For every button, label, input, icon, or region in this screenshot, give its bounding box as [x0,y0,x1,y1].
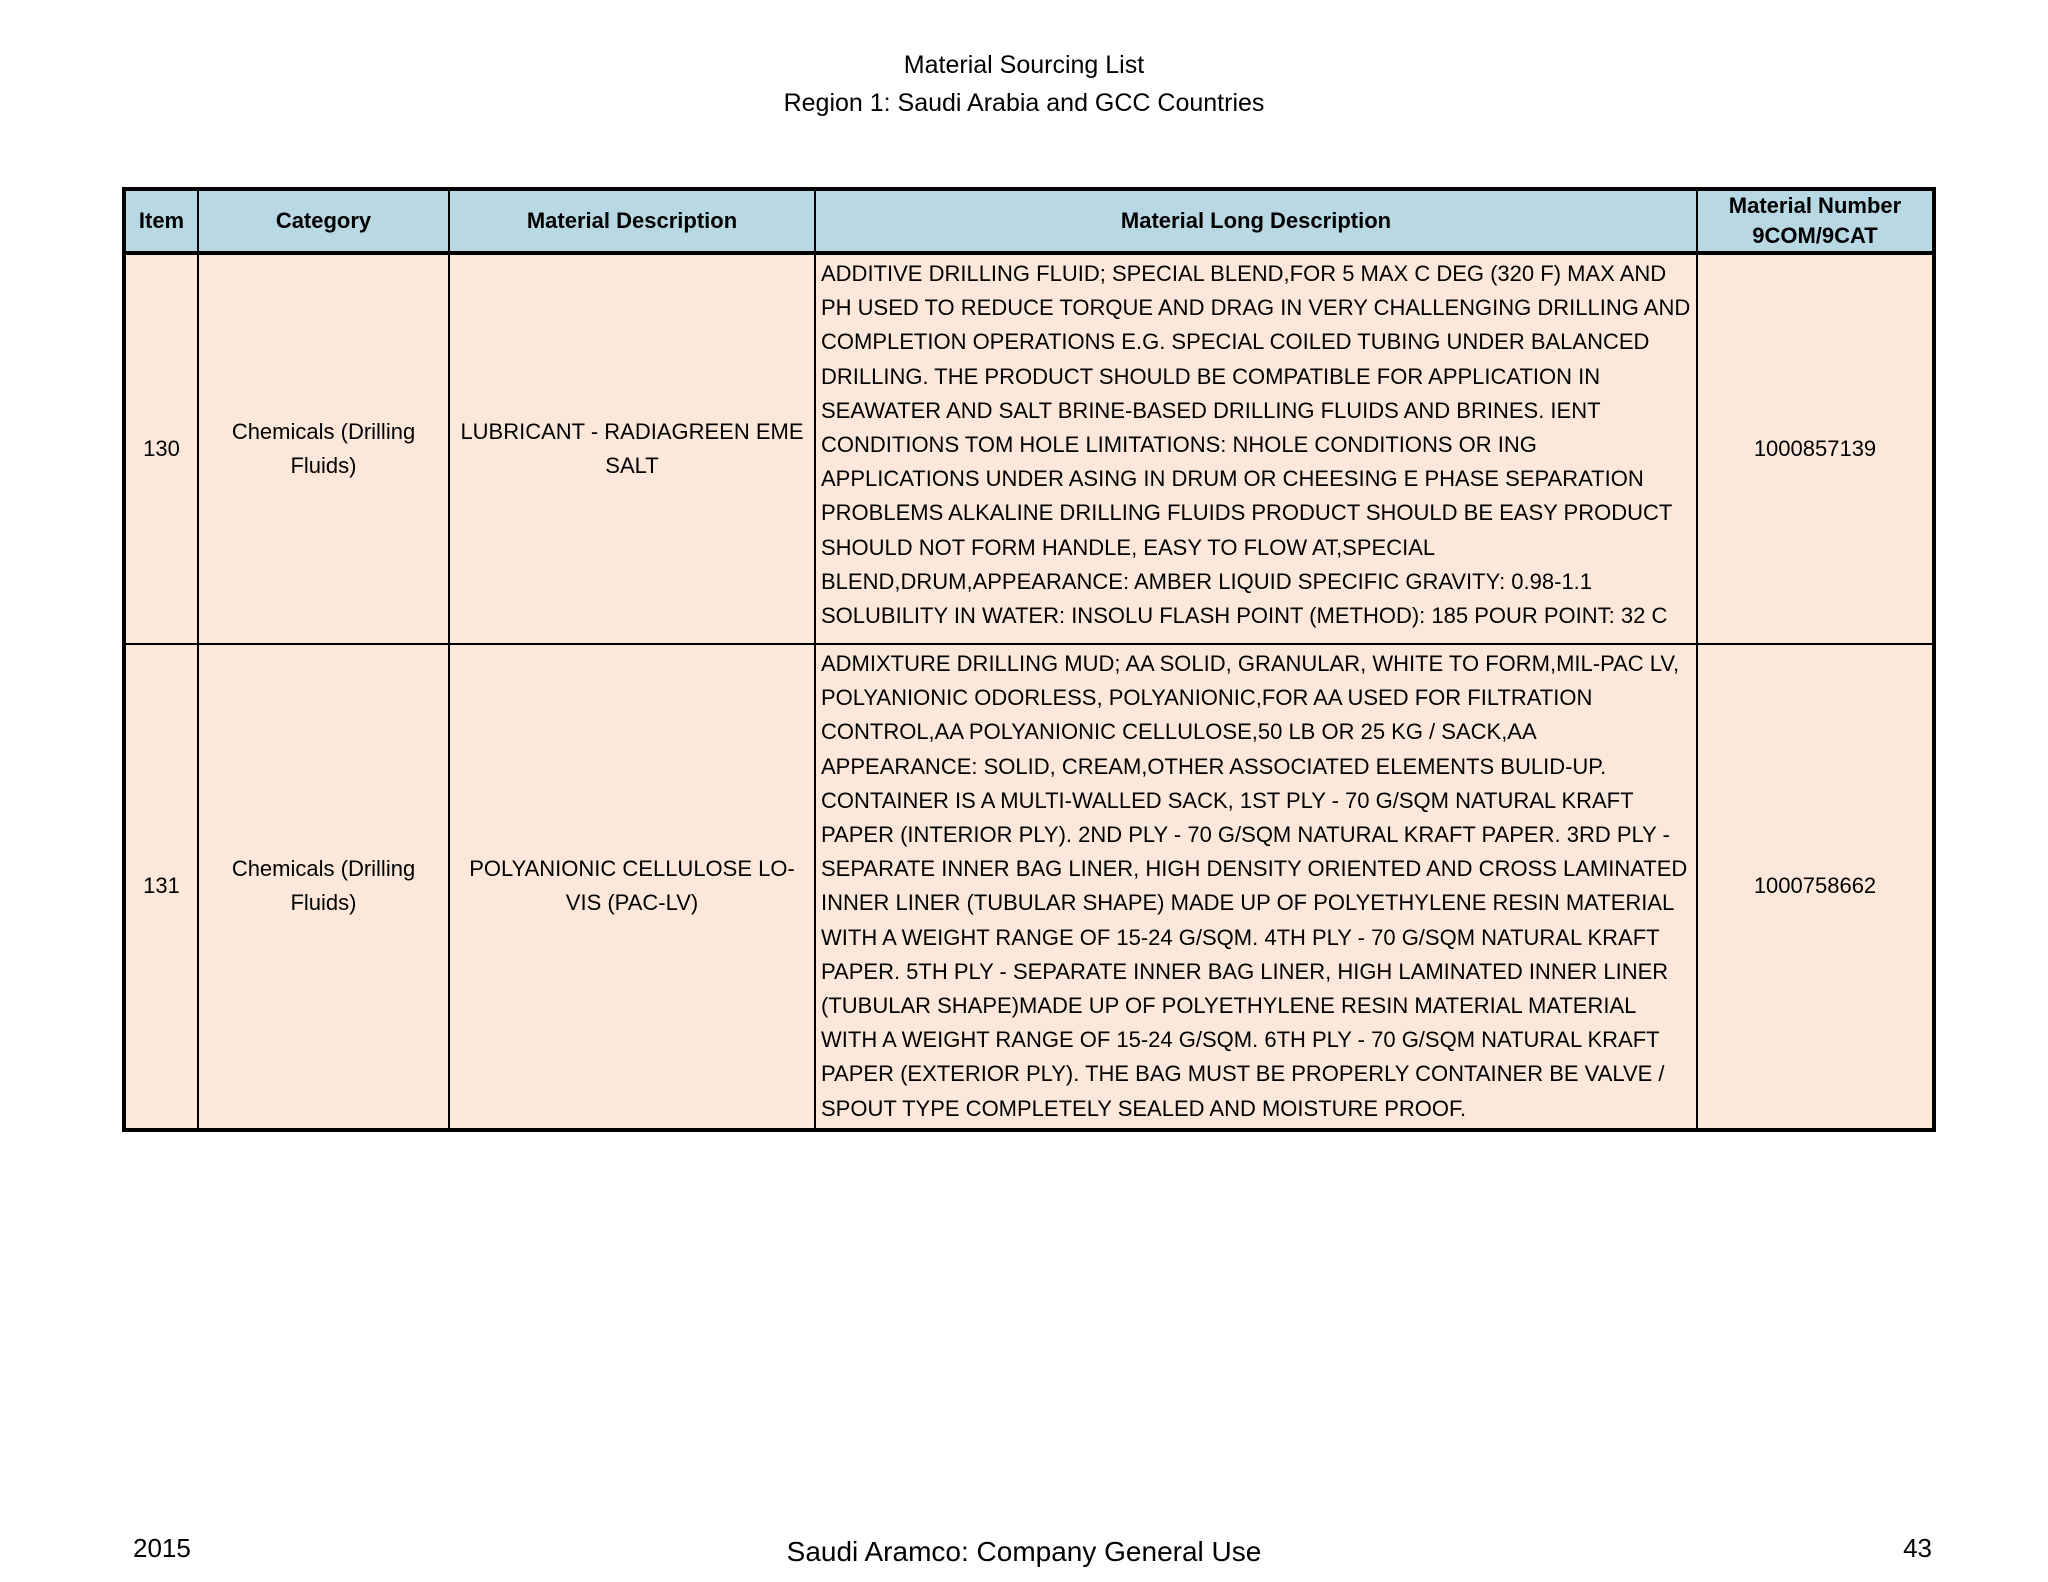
page-title: Material Sourcing List [903,51,1145,79]
cell-material-description: POLYANIONIC CELLULOSE LO-VIS (PAC-LV) [449,644,815,1130]
cell-material-description: LUBRICANT - RADIAGREEN EME SALT [449,253,815,644]
footer-page-number: 43 [1903,1533,1932,1563]
page-header [0,46,2048,122]
cell-category: Chemicals (Drilling Fluids) [198,644,449,1130]
table-row [124,253,1934,644]
table-header-row [124,189,1934,253]
cell-long-description: ADMIXTURE DRILLING MUD; AA SOLID, GRANULAR, WHITE TO FORM,MIL-PAC LV, POLYANIONIC ODORLESS, POLYANIONIC,FOR AA USED FOR FILTRATION CONTROL,AA POLYANIONIC CELLULOSE,50 LB OR 25 KG / SACK,AA APPEARANCE: SOLID, CREAM,OTHER ASSOCIATED ELEMENTS BULID-UP. CONTAINER IS A MULTI-WALLED SACK, 1ST PLY - 70 G/SQM NATURAL KRAFT PAPER (INTERIOR PLY). 2ND PLY - 70 G/SQM NATURAL KRAFT PAPER. 3RD PLY - SEPARATE INNER BAG LINER, HIGH DENSITY ORIENTED AND CROSS LAMINATED INNER LINER (TUBULAR SHAPE) MADE UP OF POLYETHYLENE RESIN MATERIAL WITH A WEIGHT RANGE OF 15-24 G/SQM. 4TH PLY - 70 G/SQM NATURAL KRAFT PAPER. 5TH PLY - SEPARATE INNER BAG LINER, HIGH LAMINATED INNER LINER (TUBULAR SHAPE)MADE UP OF POLYETHYLENE RESIN MATERIAL MATERIAL WITH A WEIGHT RANGE OF 15-24 G/SQM. 6TH PLY - 70 G/SQM NATURAL KRAFT PAPER (EXTERIOR PLY). THE BAG MUST BE PROPERLY CONTAINER BE VALVE / SPOUT TYPE COMPLETELY SEALED AND MOISTURE PROOF. [815,644,1697,1130]
page-subtitle: Region 1: Saudi Arabia and GCC Countries [783,89,1265,117]
column-header-item: Item [124,189,198,253]
column-header-material-number: Material Number 9COM/9CAT [1697,189,1934,253]
footer-year: 2015 [133,1533,191,1563]
cell-item: 130 [124,253,198,644]
table-row [124,644,1934,1130]
material-sourcing-table [122,187,1936,1132]
footer-classification: Saudi Aramco: Company General Use [786,1536,1262,1567]
column-header-material-long-description: Material Long Description [815,189,1697,253]
cell-item: 131 [124,644,198,1130]
cell-material-number: 1000758662 [1697,644,1934,1130]
cell-long-description: ADDITIVE DRILLING FLUID; SPECIAL BLEND,FOR 5 MAX C DEG (320 F) MAX AND PH USED TO REDUCE TORQUE AND DRAG IN VERY CHALLENGING DRILLING AND COMPLETION OPERATIONS E.G. SPECIAL COILED TUBING UNDER BALANCED DRILLING. THE PRODUCT SHOULD BE COMPATIBLE FOR APPLICATION IN SEAWATER AND SALT BRINE-BASED DRILLING FLUIDS AND BRINES. IENT CONDITIONS TOM HOLE LIMITATIONS: NHOLE CONDITIONS OR ING APPLICATIONS UNDER ASING IN DRUM OR CHEESING E PHASE SEPARATION PROBLEMS ALKALINE DRILLING FLUIDS PRODUCT SHOULD BE EASY PRODUCT SHOULD NOT FORM HANDLE, EASY TO FLOW AT,SPECIAL BLEND,DRUM,APPEARANCE: AMBER LIQUID SPECIFIC GRAVITY: 0.98-1.1 SOLUBILITY IN WATER: INSOLU FLASH POINT (METHOD): 185 POUR POINT: 32 C [815,253,1697,644]
column-header-category: Category [198,189,449,253]
cell-material-number: 1000857139 [1697,253,1934,644]
cell-category: Chemicals (Drilling Fluids) [198,253,449,644]
column-header-material-description: Material Description [449,189,815,253]
